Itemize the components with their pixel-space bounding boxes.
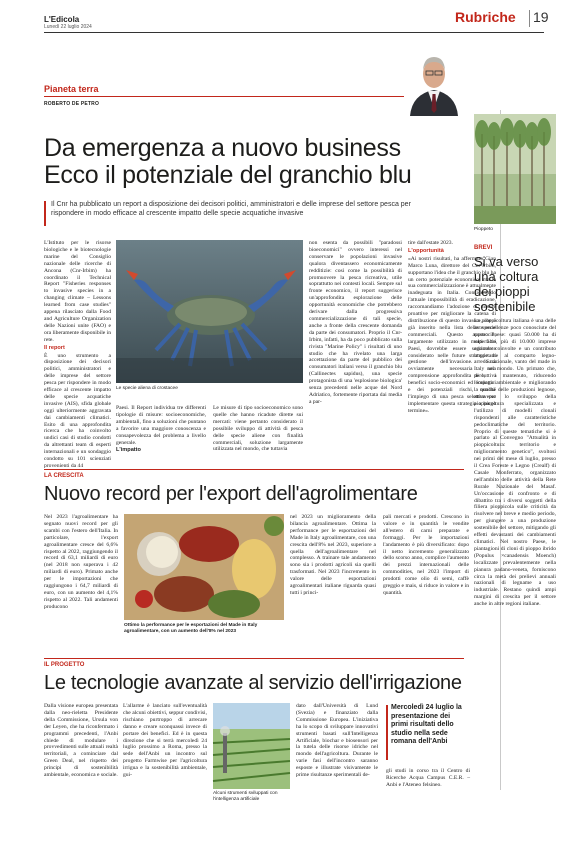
irrigation-photo [213, 703, 290, 789]
column-author: ROBERTO DE PETRO [44, 101, 100, 107]
main-col-2 [116, 405, 206, 459]
section-divider [529, 10, 530, 27]
main-col-5-text-b: «Ai nostri risultati, ha affermato Gian Marco Luna, direttore del Cnr-Irbim, supportano l'idea che il granchio blu ha un certo potenziale economico, ma la sua commercializzazione è attualmente inadeguata in Italia. Considerando l'attuale impossibilità di eradicazione, raccomandiamo l'adozione di misure proattive per migliorare la catena di distribuzione di questo invasore, che è già inserito nella lista delle specie commerciali. Questo approccio, largamente utilizzato in molti altri Paesi, dovrebbe essere seriamente considerato nelle future strategie di gestione dell'invasione. Sarà ovviamente necessaria una comprensione approfondita di tutti i benefici socio-economici ed ecologici e dei potenziali rischi, nonché l'impiego di una pesca selettiva per implementare questa strategia a lungo termine». [408, 255, 496, 414]
standfirst: Il Cnr ha pubblicato un report a disposizione dei decisori politici, amministratori e delle imprese del settore pesca per rispondere in modo efficace al crescente impatto delle specie acquatiche invasive [51, 201, 411, 217]
sidebar-kicker: BREVI [474, 245, 493, 251]
poplar-photo-caption: Pioppeto [474, 227, 493, 232]
main-col-3 [213, 405, 303, 459]
main-headline-line-2: Ecco il potenziale del granchio blu [44, 161, 412, 189]
main-col-2-subhead: L'impatto [116, 447, 141, 454]
export-col-1-text: Nel 2023 l'agroalimentare ha segnato nuovi record per gli scambi con l'estero dell'Italia. In particolare, l'export agroalimentare cresce del 6,6% rispetto al 2022, raggiungendo il record di 63,1 miliardi di euro (nel 2018 non superava i 42 miliardi di euro). Primato anche per le importazioni che raggiungono i 64,7 miliardi di euro, con un aumento del 4,1% rispetto al 2022. Tali andamenti producono [44, 514, 118, 610]
export-photo-caption: Ottimo la performance per le esportazioni del Made in Italy agroalimentare, con un aumento dell'8% nel 2023 [124, 623, 258, 634]
main-col-5-text: tire dall'estate 2023. [408, 240, 453, 246]
export-col-3 [290, 514, 376, 644]
export-photo [124, 514, 284, 620]
sidebar-body [474, 318, 556, 770]
sidebar-body-text: La pioppicoltura italiana è una delle ante eccellenze poco conosciute del nostro Paese: quasi 50.000 ha di superficie, più di 10.000 imprese agricole coinvolte e un contributo importante al comparto legno-arredo nazionale, vanto del made in Italy nel mondo. Un primato che, però, va mantenuto, riducendo l'impatto ambientale e migliorando la qualità delle produzioni legnose, attraverso lo sviluppo della pioppicoltura specializzata e l'utilizzo di modelli clonali rispondenti alle caratteristiche pedoclimatiche del territorio. Proprio di queste tematiche si è parlato al Convegno "Attualità in pioppicoltura: territorio e miglioramento genetico", svoltosi nei primi del mese di luglio, presso il Crea Foreste e Legno (Crealf) di Casale Monferrato, organizzato nell'ambito delle attività della Rete Rurale Nazionale del Masaf. Un'occasione di confronto e di dibattito tra i diversi soggetti della filiera pioppicola sulle criticità da risolvere nel breve e medio periodo, per giungere a una produzione sostenibile del settore, mitigando gli effetti devastanti dei cambiamenti climatici. Nel nostro Paese, le piantagioni di cloni di pioppo ibrido (Populus ×canadensis Moench) localizzate prevalentemente nella pianura padano-veneta, forniscono circa la metà dei prelievi annuali nazionali di legname a uso industriale. Restano quindi ampi margini di crescita per il settore anche in altre regioni italiane. [474, 318, 556, 608]
irrigation-col-2-text: L'allarme è lanciato sull'eventualità che alcuni obiettivi, seppur condivisi, rischiano purtroppo di arrecare danno e creare sconquassi invece di portare dei benefici. Ed è in questa direzione che si terrà mercoledì 24 luglio prossimo a Roma, presso la sede dell'Anbi un incontro sul progetto Farmwise per l'agricoltura irrigua e la sostenibilità ambientale, gui- [123, 703, 207, 779]
export-headline: Nuovo record per l'export dell'agrolimentare [44, 483, 418, 505]
main-col-1-text-b: È uno strumento a disposizione dei decisori politici, amministratori e delle imprese del settore pesca per rispondere in modo efficace al crescente impatto delle specie acquatiche invasive (AIS), sfida globale oggi ulteriormente aggravata dai cambiamenti climatici. Esito di una approfondita ricerca che ha coinvolto undici casi di studio condotti da altrettanti team di esperti internazionali e un sondaggio condotto su 101 scienziati provenienti da 44 [44, 352, 111, 469]
irrigation-rule [44, 658, 464, 659]
column-rule [44, 96, 404, 97]
page-number: 19 [533, 9, 549, 25]
export-col-4-text: pali mercati e prodotti. Crescono in valore e in quantità le vendite all'estero di carni preparate e formaggi. Per le importazioni l'andamento è più diversificato: dopo il netto incremento generalizzato dello scorso anno, complice l'aumento dei prezzi internazionali delle commodities, nel 2023 l'import di prodotti come olio di semi, caffè greggio e mais, si riduce in valore e in quantità. [383, 514, 469, 596]
main-col-1 [44, 240, 111, 469]
column-title: Pianeta terra [44, 84, 99, 94]
irrigation-col-2 [123, 703, 207, 813]
export-col-1 [44, 514, 118, 644]
standfirst-bar [44, 201, 46, 226]
irrigation-pull-quote: Mercoledì 24 luglio la presentazione dei primi risultati dello studio nella sede romana dell'Anbi [391, 704, 462, 745]
main-headline-line-1: Da emergenza a nuovo business [44, 134, 401, 162]
main-col-3-text: Le misure di tipo socioeconomico sono quelle che hanno ricadute dirette sui mercati: viene pertanto considerato il possibile sviluppo di attività di pesca delle specie aliene con finalità commerciali, soluzione largamente utilizzata nel mondo, che tuttavia [213, 405, 303, 453]
irrigation-headline: Le tecnologie avanzate al servizio dell'irrigazione [44, 672, 462, 694]
issue-date: Lunedì 22 luglio 2024 [44, 24, 92, 30]
main-col-1-subhead: Il report [44, 344, 65, 351]
irrigation-col-5-text: gli studi in corso tra il Centro di Ricerche Acqua Campus C.E.R. – Anbi e l'Ateneo felsineo. [386, 768, 470, 788]
main-col-5-subhead: L'opportunità [408, 247, 444, 254]
sidebar-headline: Si va verso una coltura dei pioppi sostenibile [474, 254, 539, 314]
irrigation-col-4-text: dato dall'Università di Lund (Svezia) e finanziato dalla Commissione Europea. L'iniziativa ha lo scopo di sviluppare innovativi strumenti basati sull'Intelligenza Artificiale, biochar e biosensori per la tutela delle risorse idriche nel mondo dell'agricoltura. Durante le varie fasi dell'incontro saranno esposte e illustrate visivamente le prime risultanze sperimentali de- [296, 703, 378, 779]
section-title: Rubriche [455, 9, 516, 25]
irrigation-kicker: IL PROGETTO [44, 662, 85, 668]
author-portrait [404, 48, 464, 116]
poplar-photo [474, 114, 556, 224]
pull-quote-bar [386, 705, 388, 760]
export-col-3-text: nel 2023 un miglioramento della bilancia agroalimentare. Ottima la performance per le esportazioni del Made in Italy agroalimentare, con una crescita dell'8% nel 2023, superiore a quella dell'agroalimentare nel complesso. A trainare tale andamento sono sia i prodotti agricoli sia quelli trasformati. Nel 2023 l'incremento in valore delle esportazioni agroalimentari italiane riguarda quasi tutti i princi- [290, 514, 376, 596]
irrigation-col-1-text: Dalla visione europea presentata dalla neo-rieletta Presidente della Commissione, Ursula von der Leyen, che ha riconfermato i programmi precedenti, l'Anbi chiede di modulare i provvedimenti sulle attuali realtà territoriali, a cominciare dal Green Deal, nel rispetto dei principi di sostenibilità ambientale, economica e sociale. [44, 703, 118, 779]
export-col-4 [383, 514, 469, 644]
masthead-rule [44, 32, 544, 33]
main-col-4-text: non esenta da possibili "paradossi bioeconomici" ovvero interessi nel conservare le popolazioni invasive qualora diventassero economicamente redditizie: così come la possibilità di promuovere la pesca ricreativa, utile soprattutto nei contesti locali. Sempre sul fronte economico, il report suggerisce un'approfondita esplorazione delle opportunità economiche che potrebbero derivare dalla progressiva commercializzazione di tali specie, anche a fronte della crescente domanda da parte dei consumatori. Proprio il Cnr-Irbim, infatti, ha da poco pubblicato sulla rivista "Marine Policy" i risultati di uno studio che ha rivelato una larga accettazione da parte del pubblico dei consumatori italiani verso il granchio blu (Callinectes sapidus), una specie protagonista di una 'esplosione biologica' senza precedenti nelle acque del Nord Adriatico, fortemente riportata dai media a par- [309, 240, 402, 405]
irrigation-photo-caption: Alcuni strumenti sviluppati con l'intelligenza artificiale [213, 791, 278, 802]
export-kicker: LA CRESCITA [44, 473, 84, 479]
brand: L'Edicola [44, 15, 80, 24]
main-col-1-text: L'Istituto per le risorse biologiche e le biotecnologie marine del Consiglio nazionale delle ricerche di Ancona (Cnr-Irbim) ha coordinato il Technical Report "Fisheries responses to invasive species in a changing climate – Lessons learned from case studies" appena rilasciato dalla Food and Agriculture Organization delle Nazioni unite (FAO) e ora liberamente disponibile in rete. [44, 240, 111, 343]
crab-photo-caption: Le specie aliena di crostacee [116, 386, 178, 391]
main-col-4 [309, 240, 402, 406]
crab-photo [116, 240, 303, 383]
irrigation-col-1 [44, 703, 118, 813]
export-rule [44, 469, 464, 470]
irrigation-col-5 [386, 768, 470, 808]
main-col-2-text: Paesi. Il Report individua tre differenti tipologie di misure: socioeconomiche, ambientali, fino a soluzioni che puntano a favorire una maggiore conoscenza e consapevolezza del problema a livello generale. [116, 405, 206, 446]
irrigation-col-4 [296, 703, 378, 813]
